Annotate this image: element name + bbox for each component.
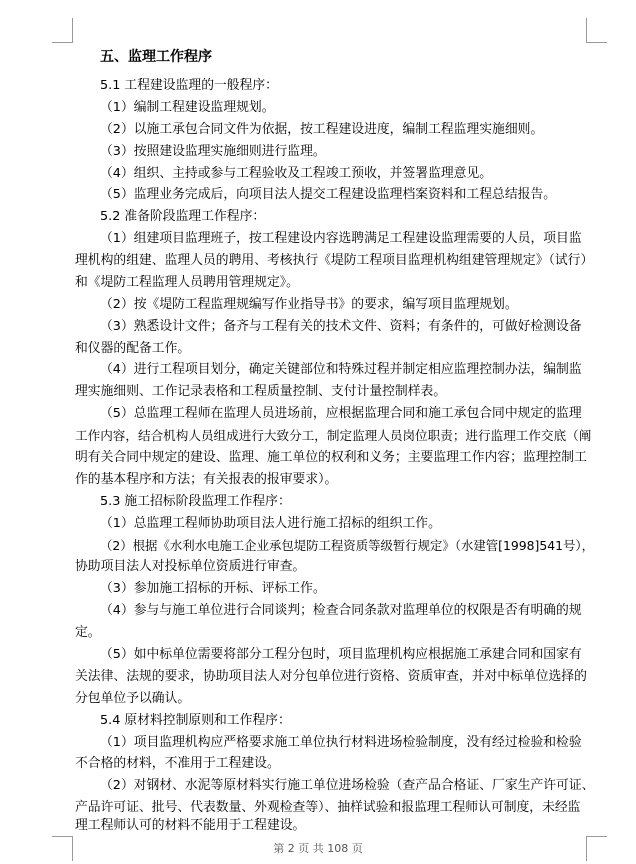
paragraph-line: （5）如中标单位需要将部分工程分包时，项目监理机构应根据施工承建合同和国家有 — [100, 647, 582, 662]
crop-mark-top-left — [52, 18, 73, 43]
paragraph-line: 分包单位予以确认。 — [75, 691, 191, 706]
subsection-title: 5.2 准备阶段监理工作程序： — [100, 209, 266, 224]
paragraph-line: （5）总监理工程师在监理人员进场前，应根据监理合同和施工承包合同中规定的监理 — [100, 406, 582, 421]
paragraph-line: 理实施细则、工作记录表格和工程质量控制、支付计量控制样表。 — [75, 384, 447, 399]
subsection-title: 5.4 原材料控制原则和工作程序： — [100, 713, 291, 728]
subsection-title: 5.1 工程建设监理的一般程序： — [100, 78, 278, 93]
paragraph-line: 定。 — [75, 625, 101, 640]
paragraph-line: （2）以施工承包合同文件为依据，按工程建设进度，编制工程监理实施细则。 — [100, 122, 544, 137]
paragraph-line: （1）组建项目监理班子，按工程建设内容选聘满足工程建设监理需要的人员，项目监 — [100, 231, 582, 246]
paragraph-line: 不合格的材料，不准用于工程建设。 — [75, 756, 280, 771]
section-heading: 五、监理工作程序 — [100, 49, 212, 65]
paragraph-line: （3）按照建设监理实施细则进行监理。 — [100, 144, 326, 159]
paragraph-line: （2）按《堤防工程监理规编写作业指导书》的要求，编写项目监理规划。 — [100, 297, 518, 312]
paragraph-line: 和仪器的配备工作。 — [75, 341, 191, 356]
paragraph-line: （3）熟悉设计文件；备齐与工程有关的技术文件、资料；有条件的，可做好检测设备 — [100, 319, 582, 334]
paragraph-line: （4）参与与施工单位进行合同谈判；检查合同条款对监理单位的权限是否有明确的规 — [100, 603, 582, 618]
paragraph-line: （3）参加施工招标的开标、评标工作。 — [100, 581, 326, 596]
paragraph-line: （1）编制工程建设监理规划。 — [100, 100, 275, 115]
paragraph-line: 理工程师认可的材料不能用于工程建设。 — [75, 818, 306, 833]
page-number-footer: 第 2 页 共 108 页 — [273, 842, 363, 855]
paragraph-line: （2）对钢材、水泥等原材料实行施工单位进场检验（查产品合格证、厂家生产许可证、 — [100, 778, 595, 793]
paragraph-line: 产品许可证、批号、代表数量、外观检查等）、抽样试验和报监理工程师认可制度，未经监 — [75, 800, 581, 815]
paragraph-line: 协助项目法人对投标单位资质进行审查。 — [75, 559, 306, 574]
paragraph-line: 明有关合同中规定的建设、监理、施工单位的权利和义务；主要监理工作内容；监理控制工 — [75, 450, 587, 465]
crop-mark-top-right — [586, 18, 607, 43]
paragraph-line: （1）总监理工程师协助项目法人进行施工招标的组织工作。 — [100, 516, 441, 531]
subsection-title: 5.3 施工招标阶段监理工作程序： — [100, 494, 291, 509]
paragraph-line: （5）监理业务完成后，向项目法人提交工程建设监理档案资料和工程总结报告。 — [100, 187, 557, 202]
paragraph-line: 和《堤防工程监理人员聘用管理规定》。 — [75, 275, 299, 290]
paragraph-line: （4）进行工程项目划分，确定关键部位和特殊过程并制定相应监理控制办法，编制监 — [100, 362, 582, 377]
paragraph-line: 工作内容，结合机构人员组成进行大致分工，制定监理人员岗位职责；进行监理工作交底（阐 — [75, 428, 592, 443]
paragraph-line: 作的基本程序和方法；有关报表的报审要求）。 — [75, 472, 338, 487]
paragraph-line: （2）根据《水利水电施工企业承包堤防工程资质等级暂行规定》（水建管[1998]541号）， — [100, 538, 595, 553]
paragraph-line: （1）项目监理机构应严格要求施工单位执行材料进场检验制度，没有经过检验和检验 — [100, 735, 582, 750]
paragraph-line: 理机构的组建、监理人员的聘用、考核执行《堤防工程项目监理机构组建管理规定》（试行） — [75, 253, 594, 268]
paragraph-line: 关法律、法规的要求，协助项目法人对分包单位进行资格、资质审查，并对中标单位选择的 — [75, 669, 587, 684]
paragraph-line: （4）组织、主持或参与工程验收及工程竣工预收，并签署监理意见。 — [100, 166, 493, 181]
